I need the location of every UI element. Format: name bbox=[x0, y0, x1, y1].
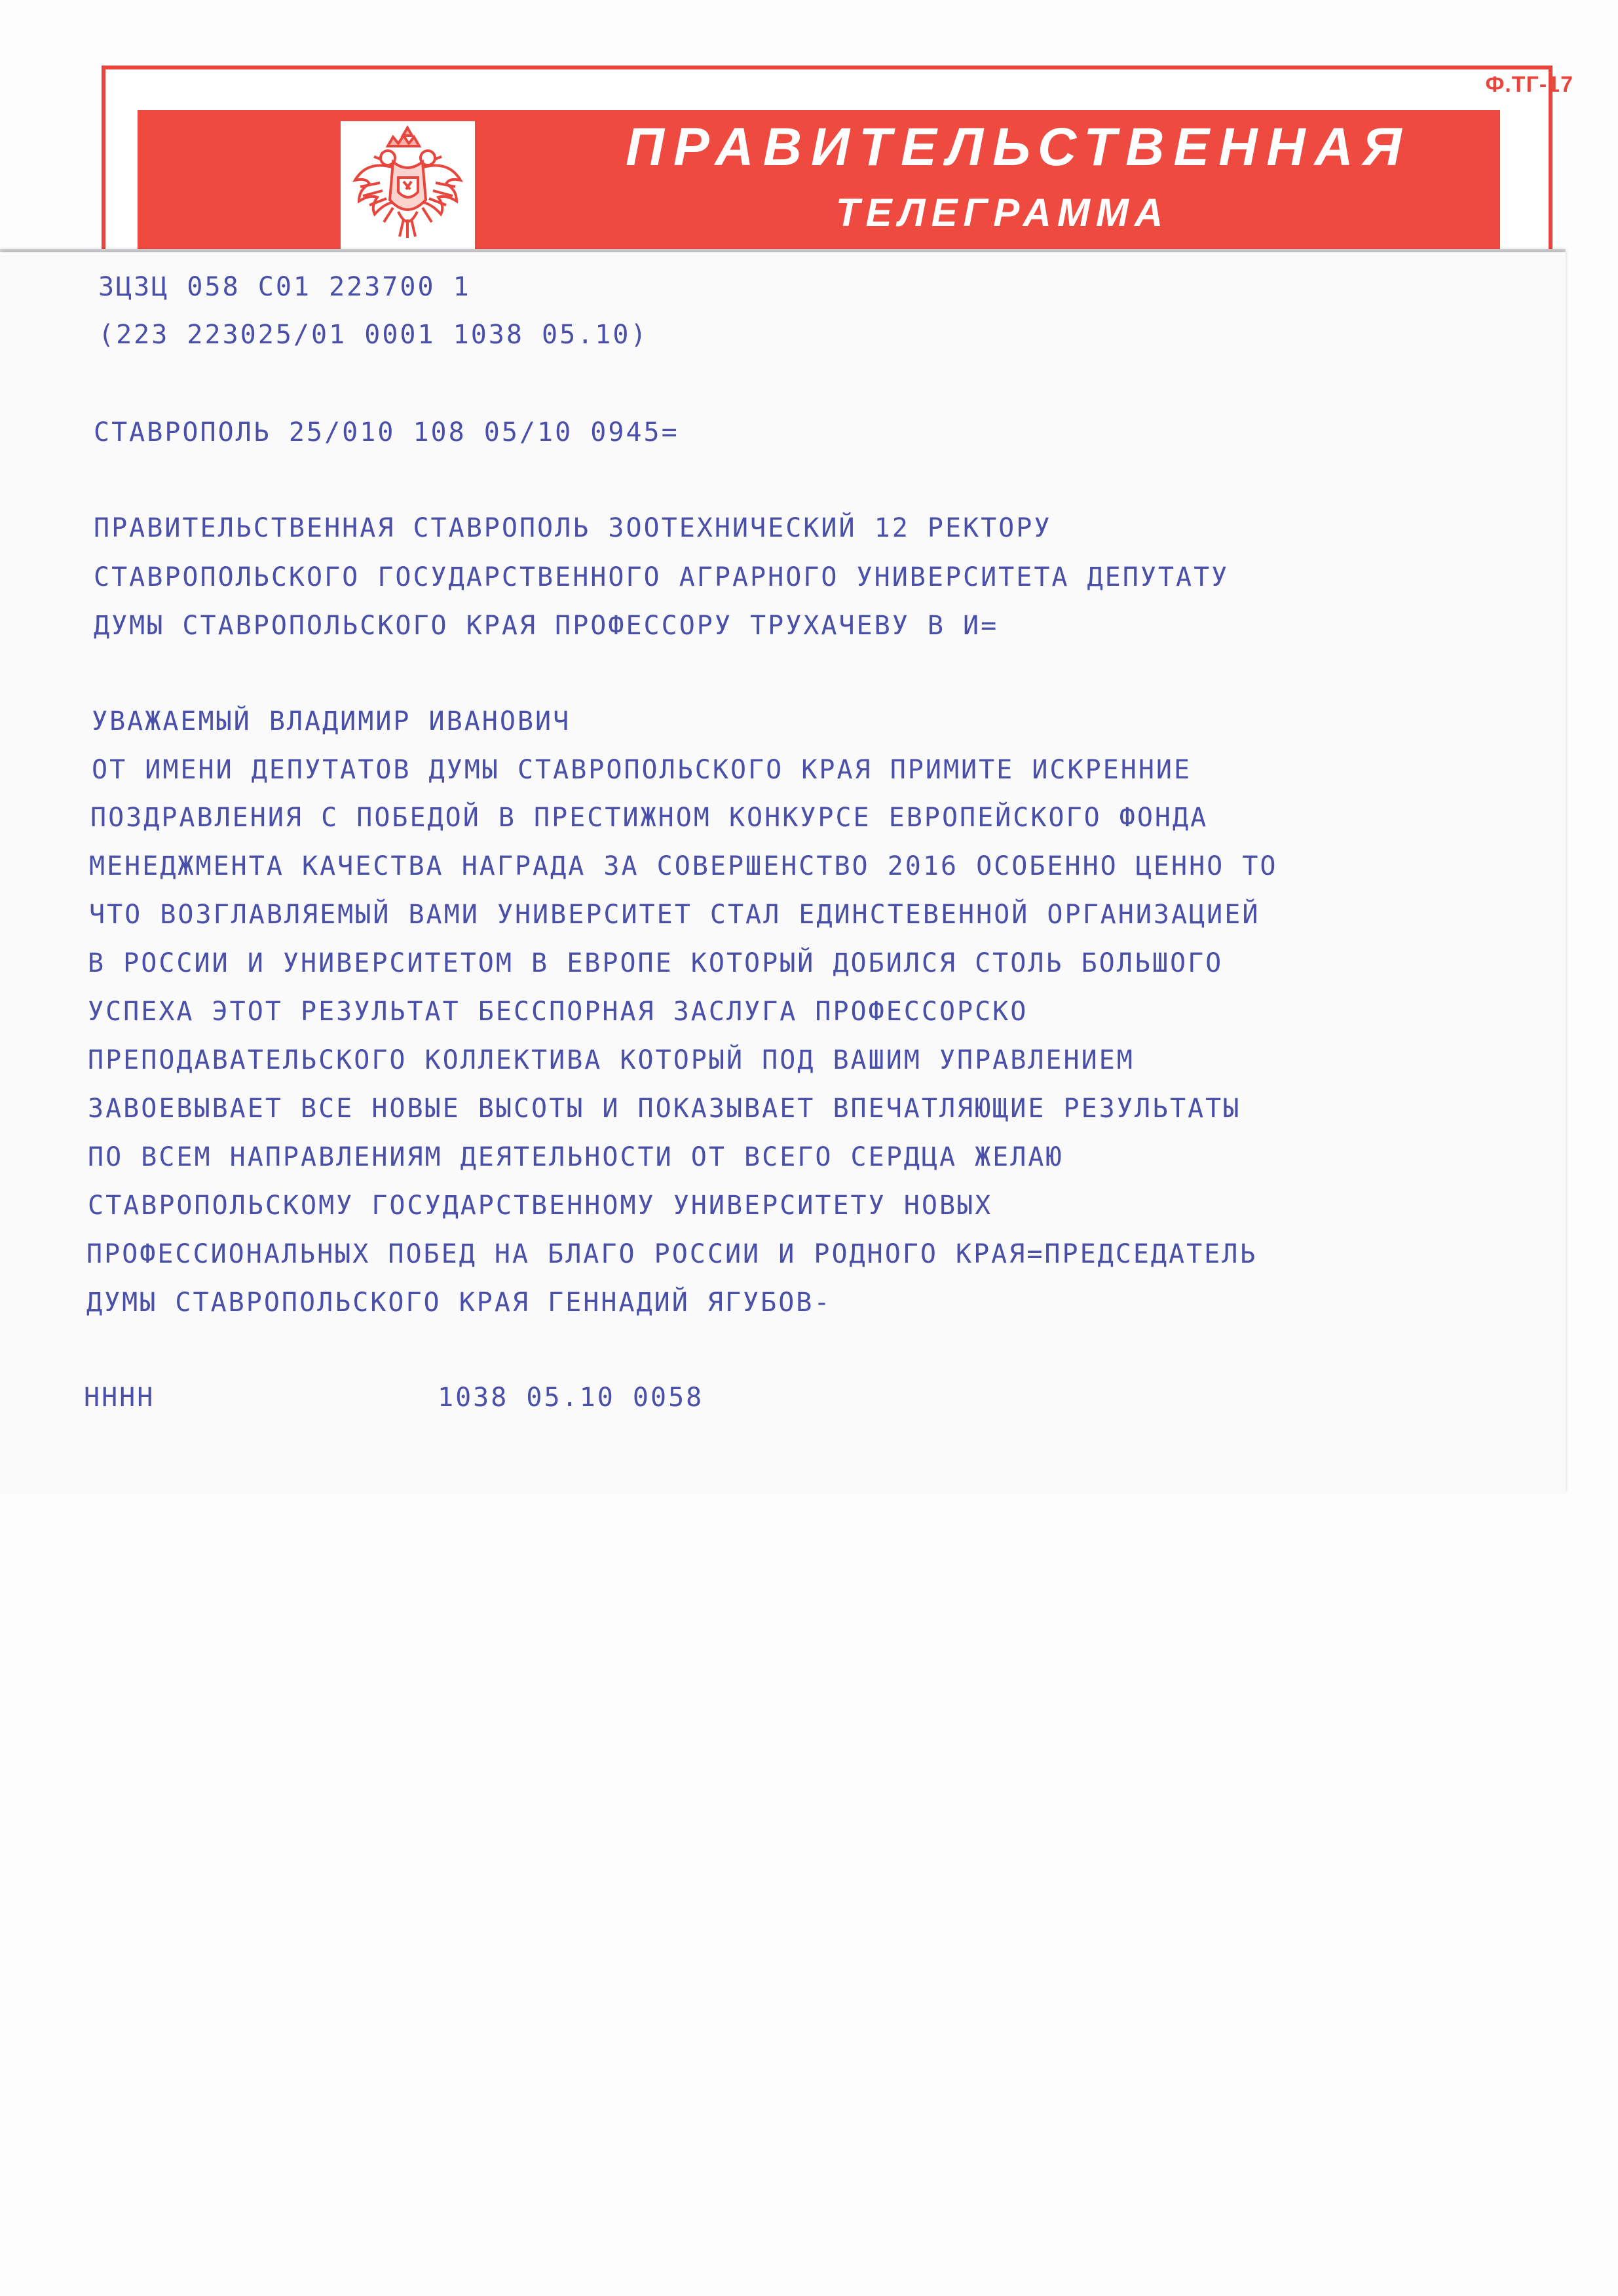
body-line: ЗАВОЕВЫВАЕТ ВСЕ НОВЫЕ ВЫСОТЫ И ПОКАЗЫВАЕТ ВПЕЧАТЛЯЮЩИЕ РЕЗУЛЬТАТЫ bbox=[88, 1094, 1241, 1124]
service-line: ЗЦЗЦ 058 С01 223700 1 bbox=[98, 272, 471, 302]
body-line: СТАВРОПОЛЬСКОМУ ГОСУДАРСТВЕННОМУ УНИВЕРСИТЕТУ НОВЫХ bbox=[88, 1191, 993, 1221]
body-line: ОТ ИМЕНИ ДЕПУТАТОВ ДУМЫ СТАВРОПОЛЬСКОГО КРАЯ ПРИМИТЕ ИСКРЕННИЕ bbox=[92, 755, 1192, 785]
end-mark: НННН bbox=[84, 1383, 155, 1413]
body-line: ПРЕПОДАВАТЕЛЬСКОГО КОЛЛЕКТИВА КОТОРЫЙ ПОД ВАШИМ УПРАВЛЕНИЕМ bbox=[88, 1045, 1135, 1075]
body-line: МЕНЕДЖМЕНТА КАЧЕСТВА НАГРАДА ЗА СОВЕРШЕНСТВО 2016 ОСОБЕННО ЦЕННО ТО bbox=[89, 851, 1278, 881]
signature-line: ДУМЫ СТАВРОПОЛЬСКОГО КРАЯ ГЕННАДИЙ ЯГУБОВ- bbox=[86, 1288, 832, 1318]
body-line: ПОЗДРАВЛЕНИЯ С ПОБЕДОЙ В ПРЕСТИЖНОМ КОНКУРСЕ ЕВРОПЕЙСКОГО ФОНДА bbox=[90, 803, 1209, 833]
salutation-line: УВАЖАЕМЫЙ ВЛАДИМИР ИВАНОВИЧ bbox=[92, 706, 571, 737]
body-line: ПРОФЕССИОНАЛЬНЫХ ПОБЕД НА БЛАГО РОССИИ И РОДНОГО КРАЯ=ПРЕДСЕДАТЕЛЬ bbox=[86, 1239, 1258, 1269]
telegram-tape bbox=[0, 252, 1566, 1494]
form-code: Ф.ТГ-17 bbox=[1485, 72, 1573, 97]
body-line: ПО ВСЕМ НАПРАВЛЕНИЯМ ДЕЯТЕЛЬНОСТИ ОТ ВСЕГО СЕРДЦА ЖЕЛАЮ bbox=[88, 1142, 1064, 1172]
body-line: В РОССИИ И УНИВЕРСИТЕТОМ В ЕВРОПЕ КОТОРЫЙ ДОБИЛСЯ СТОЛЬ БОЛЬШОГО bbox=[88, 948, 1224, 978]
address-line: СТАВРОПОЛЬСКОГО ГОСУДАРСТВЕННОГО АГРАРНОГО УНИВЕРСИТЕТА ДЕПУТАТУ bbox=[94, 562, 1230, 592]
origin-line: СТАВРОПОЛЬ 25/010 108 05/10 0945= bbox=[94, 417, 679, 448]
coat-of-arms-icon bbox=[341, 121, 475, 252]
header-subtitle: ТЕЛЕГРАММА bbox=[835, 191, 1169, 235]
body-line: УСПЕХА ЭТОТ РЕЗУЛЬТАТ БЕССПОРНАЯ ЗАСЛУГА ПРОФЕССОРСКО bbox=[88, 997, 1028, 1027]
address-line: ДУМЫ СТАВРОПОЛЬСКОГО КРАЯ ПРОФЕССОРУ ТРУХАЧЕВУ В И= bbox=[94, 611, 999, 641]
body-line: ЧТО ВОЗГЛАВЛЯЕМЫЙ ВАМИ УНИВЕРСИТЕТ СТАЛ ЕДИНСТЕВЕННОЙ ОРГАНИЗАЦИЕЙ bbox=[89, 900, 1260, 930]
footer-stamp: 1038 05.10 0058 bbox=[438, 1383, 704, 1413]
header-title: ПРАВИТЕЛЬСТВЕННАЯ bbox=[626, 117, 1411, 177]
service-line: (223 223025/01 0001 1038 05.10) bbox=[98, 320, 649, 350]
address-line: ПРАВИТЕЛЬСТВЕННАЯ СТАВРОПОЛЬ ЗООТЕХНИЧЕСКИЙ 12 РЕКТОРУ bbox=[94, 513, 1052, 543]
